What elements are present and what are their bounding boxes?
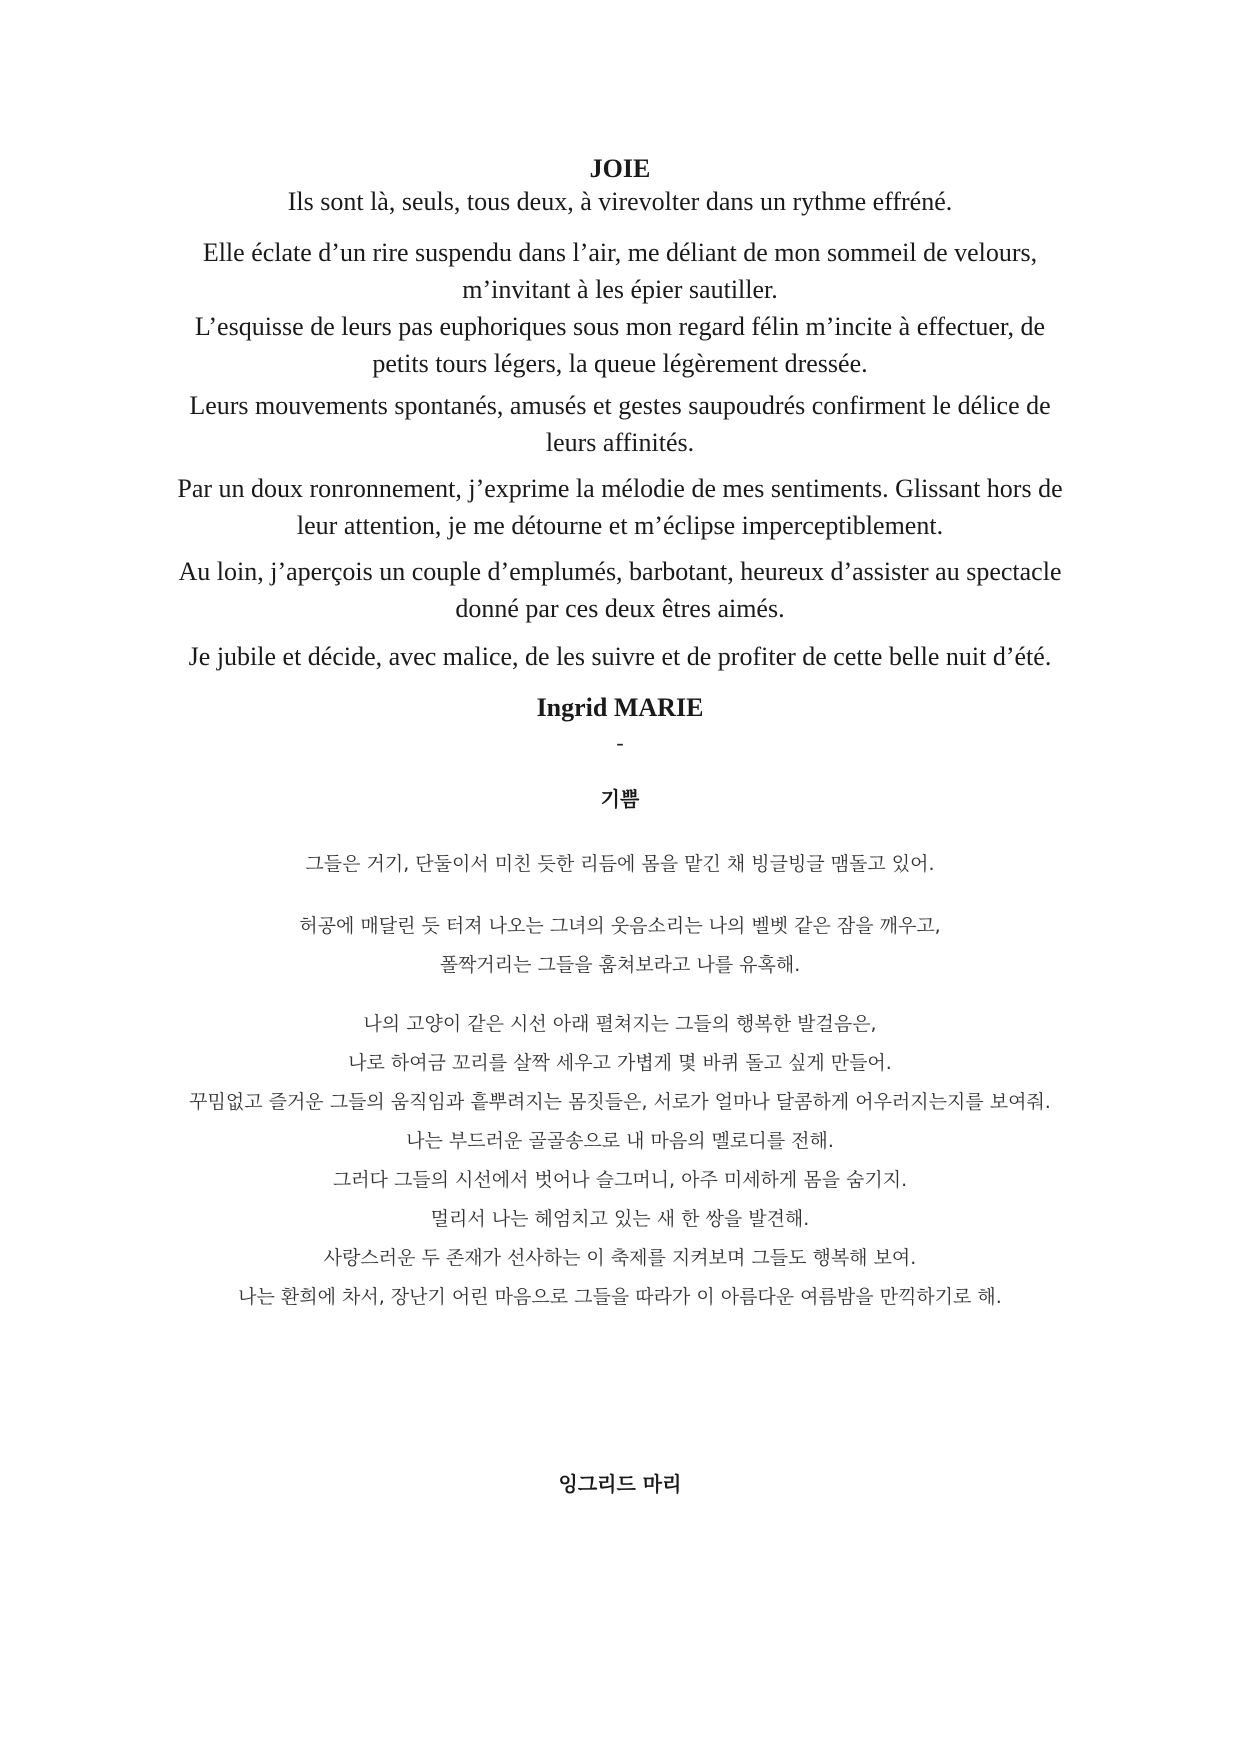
poem-line: leur attention, je me détourne et m’éclipse imperceptiblement. (296, 511, 944, 540)
french-stanza-1 (120, 183, 1120, 220)
poem-line: Par un doux ronronnement, j’exprime la mélodie de mes sentiments. Glissant hors de (177, 474, 1063, 503)
poem-line: Leurs mouvements spontanés, amusés et gestes saupoudrés confirment le délice de (189, 391, 1051, 420)
korean-stanza-2 (120, 907, 1120, 985)
poem-line: petits tours légers, la queue légèrement dressée. (372, 349, 868, 378)
poem-line: 사랑스러운 두 존재가 선사하는 이 축제를 지켜보며 그들도 행복해 보여. (323, 1247, 917, 1269)
poem-line: 그들은 거기, 단둘이서 미친 듯한 리듬에 몸을 맡긴 채 빙글빙글 맴돌고 있어. (305, 853, 935, 875)
poem-line: 그러다 그들의 시선에서 벗어나 슬그머니, 아주 미세하게 몸을 숨기지. (332, 1169, 908, 1191)
korean-stanza-1 (120, 845, 1120, 884)
poem-line: donné par ces deux êtres aimés. (455, 594, 785, 623)
poem-line: Ils sont là, seuls, tous deux, à virevolter dans un rythme effréné. (287, 187, 953, 216)
poem-title-korean: 기쁨 (600, 787, 640, 811)
poem-line: 나는 환희에 차서, 장난기 어린 마음으로 그들을 따라가 이 아름다운 여름밤을 만끽하기로 해. (238, 1286, 1002, 1308)
poem-line: 폴짝거리는 그들을 훔쳐보라고 나를 유혹해. (439, 954, 801, 976)
french-stanza-2 (120, 234, 1120, 382)
french-stanza-6 (120, 638, 1120, 675)
poem-line: m’invitant à les épier sautiller. (462, 275, 778, 304)
french-stanza-4 (120, 470, 1120, 544)
poem-line: 나는 부드러운 골골송으로 내 마음의 멜로디를 전해. (406, 1130, 834, 1152)
author-korean: 잉그리드 마리 (558, 1472, 682, 1496)
author-french: Ingrid MARIE (536, 693, 704, 722)
poem-line: Elle éclate d’un rire suspendu dans l’air, me déliant de mon sommeil de velours, (202, 238, 1038, 267)
poem-line: 나로 하여금 꼬리를 살짝 세우고 가볍게 몇 바퀴 돌고 싶게 만들어. (348, 1052, 892, 1074)
poem-line: 꾸밈없고 즐거운 그들의 움직임과 흩뿌려지는 몸짓들은, 서로가 얼마나 달콤하게 어우러지는지를 보여줘. (189, 1091, 1051, 1113)
poem-line: 멀리서 나는 헤엄치고 있는 새 한 쌍을 발견해. (430, 1208, 810, 1230)
poem-title-french: JOIE (589, 154, 651, 183)
poem-line: 허공에 매달린 듯 터져 나오는 그녀의 웃음소리는 나의 벨벳 같은 잠을 깨우고, (299, 915, 941, 937)
poem-line: 나의 고양이 같은 시선 아래 펼쳐지는 그들의 행복한 발걸음은, (363, 1013, 877, 1035)
poem-line: Au loin, j’aperçois un couple d’emplumés, barbotant, heureux d’assister au spectacle (178, 557, 1062, 586)
french-stanza-3 (120, 387, 1120, 461)
poem-line: L’esquisse de leurs pas euphoriques sous mon regard félin m’incite à effectuer, de (194, 312, 1046, 341)
poem-line: leurs affinités. (545, 428, 695, 457)
korean-stanza-3 (120, 1005, 1120, 1317)
french-stanza-5 (120, 553, 1120, 627)
separator-dash: - (616, 730, 624, 755)
poem-line: Je jubile et décide, avec malice, de les suivre et de profiter de cette belle nuit d’été. (188, 642, 1052, 671)
